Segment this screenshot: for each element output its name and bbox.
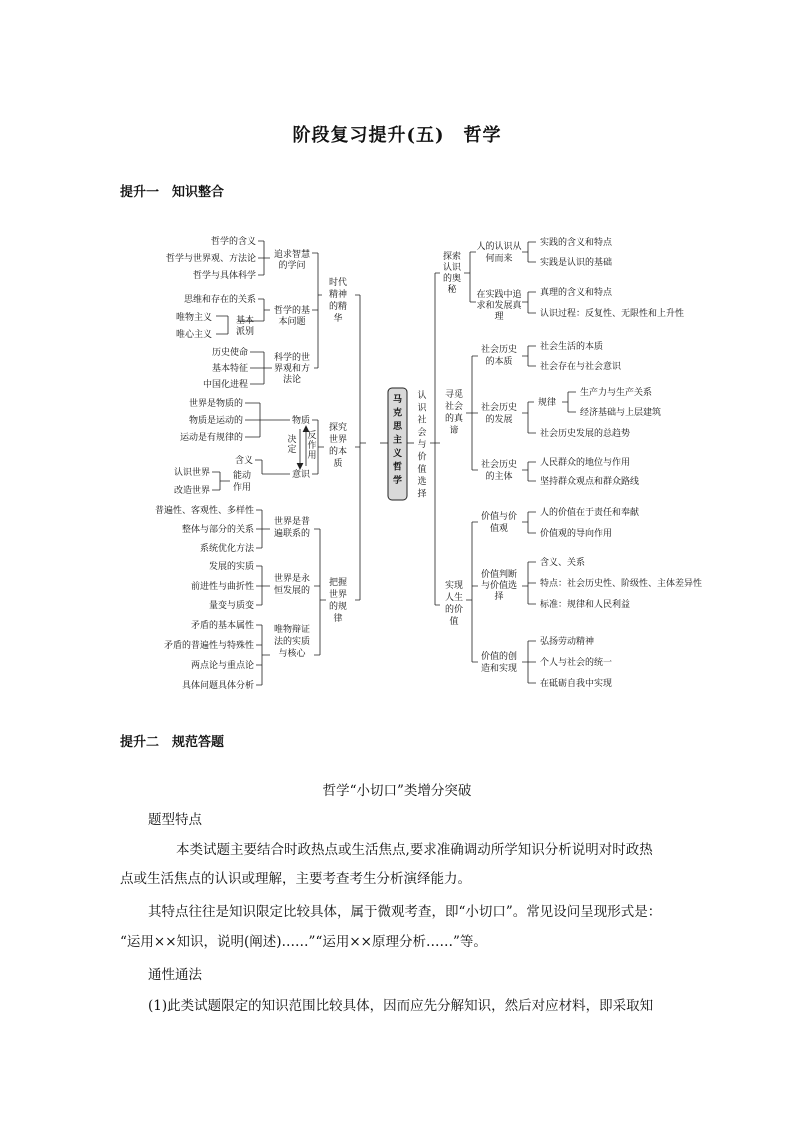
node-shijianjichu: 实践是认识的基础 xyxy=(540,258,613,268)
node-jueding: 决定 xyxy=(287,435,297,455)
heading-methods: 通性通法 xyxy=(148,967,202,983)
heading-features: 题型特点 xyxy=(148,812,202,828)
node-liangbian: 量变与质变 xyxy=(208,601,254,611)
node-renmin: 人民群众的地位与作用 xyxy=(540,458,631,468)
node-guilvde: 运动是有规律的 xyxy=(179,433,243,443)
node-gaizao: 改造世界 xyxy=(173,486,210,496)
node-pubian: 普遍性、客观性、多样性 xyxy=(154,506,254,516)
node-zhihui: 追求智慧的学问 xyxy=(273,250,311,271)
node-weixin: 唯心主义 xyxy=(175,330,212,340)
node-panduan: 价值判断与价值选择 xyxy=(480,570,518,602)
node-putexing: 矛盾的普遍性与特殊性 xyxy=(163,641,254,651)
node-lishi: 历史使命 xyxy=(211,348,248,358)
node-wuzhi: 物质 xyxy=(292,416,311,426)
node-fanzuoyong: 反作用 xyxy=(307,431,317,461)
node-renshiguocheng: 认识过程：反复性、无限性和上升性 xyxy=(540,309,685,319)
node-qianjin: 前进性与曲折性 xyxy=(190,582,254,592)
node-zeren: 人的价值在于责任和奉献 xyxy=(540,508,640,518)
node-tezheng: 基本特征 xyxy=(211,364,248,374)
node-shixian: 实现人生的价值 xyxy=(444,581,464,627)
node-dili: 在砥砺自我中实现 xyxy=(540,679,613,689)
node-benzhi: 探究世界的本质 xyxy=(328,423,348,469)
node-zhenli: 真理的含义和特点 xyxy=(540,288,613,298)
node-maodun: 矛盾的基本属性 xyxy=(190,621,254,631)
node-laodong: 弘扬劳动精神 xyxy=(540,637,595,647)
node-kexue: 科学的世界观和方法论 xyxy=(273,353,311,385)
section-heading-1: 提升一 知识整合 xyxy=(120,185,225,200)
node-bianzheng: 唯物辩证法的实质与核心 xyxy=(273,625,311,659)
node-yihanyi: 含义 xyxy=(234,456,253,466)
paragraph-3: (1)此类试题限定的知识范围比较具体，因而应先分解知识，然后对应材料，即采取知 xyxy=(148,998,654,1014)
node-jianchi: 坚持群众观点和群众路线 xyxy=(540,477,640,487)
node-zhuti: 社会历史的主体 xyxy=(480,460,518,482)
node-liangdian: 两点论与重点论 xyxy=(190,661,254,671)
node-shijiewuzhi: 世界是物质的 xyxy=(188,399,243,409)
node-shenghuo: 社会生活的本质 xyxy=(540,342,604,352)
node-yundong: 物质是运动的 xyxy=(188,416,243,426)
page-title: 阶段复习提升(五) 哲学 xyxy=(292,125,502,146)
subtitle: 哲学“小切口”类增分突破 xyxy=(322,783,472,799)
node-yongheng: 世界是永恒发展的 xyxy=(273,574,311,596)
node-guilv: 把握世界的规律 xyxy=(328,578,348,624)
paragraph-1a: 本类试题主要结合时政热点或生活焦点,要求准确调动所学知识分析说明对时政热 xyxy=(176,842,653,858)
section-heading-2: 提升二 规范答题 xyxy=(120,735,225,750)
node-shijieguan: 哲学与世界观、方法论 xyxy=(165,254,256,264)
node-hanyiguanxi: 含义、关系 xyxy=(540,558,586,568)
node-cunzai: 社会存在与社会意识 xyxy=(540,362,622,372)
node-shijianhanyi: 实践的含义和特点 xyxy=(540,238,613,248)
node-zhuiqiu: 在实践中追求和发展真理 xyxy=(476,290,522,322)
node-right-branch: 认识社会与价值选择 xyxy=(417,391,427,500)
node-guilv-r: 规律 xyxy=(538,398,557,408)
node-jingshen: 时代精神的精华 xyxy=(328,278,348,324)
node-renshi: 认识世界 xyxy=(173,468,210,478)
node-shbenzhi: 社会历史的本质 xyxy=(480,345,518,367)
node-jibenpaibie: 基本派别 xyxy=(235,316,255,337)
node-weiwu: 唯物主义 xyxy=(175,313,212,323)
node-tongyi: 个人与社会的统一 xyxy=(540,658,613,668)
node-center: 马克思主义哲学 xyxy=(392,395,403,486)
node-biaozhun: 标准：规律和人民利益 xyxy=(540,600,631,610)
node-shengchanli: 生产力与生产关系 xyxy=(580,388,653,398)
node-renshicong: 人的认识从何而来 xyxy=(476,242,522,264)
node-jiben: 哲学的基本问题 xyxy=(273,306,311,327)
node-zongqushi: 社会历史发展的总趋势 xyxy=(540,429,631,439)
paragraph-1b: 点或生活焦点的认识或理解，主要考查考生分析演绎能力。 xyxy=(120,871,471,887)
paragraph-2b: “运用××知识，说明(阐述)……”“运用××原理分析……”等。 xyxy=(120,934,487,950)
node-juti: 哲学与具体科学 xyxy=(192,271,256,281)
node-zhengti: 整体与部分的关系 xyxy=(181,525,254,535)
node-lianxi: 世界是普遍联系的 xyxy=(273,517,311,539)
node-daoxiang: 价值观的导向作用 xyxy=(540,529,613,539)
paragraph-2a: 其特点往往是知识限定比较具体，属于微观考查，即“小切口”。常见设问呈现形式是： xyxy=(148,904,662,920)
node-xunmi: 寻觅社会的真谛 xyxy=(444,390,464,436)
node-xitong: 系统优化方法 xyxy=(199,544,254,554)
node-nengdong: 能动作用 xyxy=(232,471,252,493)
node-tedian: 特点：社会历史性、阶级性、主体差异性 xyxy=(540,579,703,589)
node-fazhan: 发展的实质 xyxy=(208,562,254,572)
node-siwei: 思维和存在的关系 xyxy=(183,295,256,305)
node-chuangzao: 价值的创造和实现 xyxy=(480,652,518,674)
node-jingji: 经济基础与上层建筑 xyxy=(580,408,662,418)
node-zhongguo: 中国化进程 xyxy=(202,380,248,390)
node-yishi: 意识 xyxy=(292,470,311,480)
node-hanyi: 哲学的含义 xyxy=(210,237,256,247)
node-jiazhiguan: 价值与价值观 xyxy=(480,512,518,534)
node-jutiwenti: 具体问题具体分析 xyxy=(181,681,254,691)
node-shfazhan: 社会历史的发展 xyxy=(480,403,518,425)
node-tansuo: 探索认识的奥秘 xyxy=(442,252,462,295)
